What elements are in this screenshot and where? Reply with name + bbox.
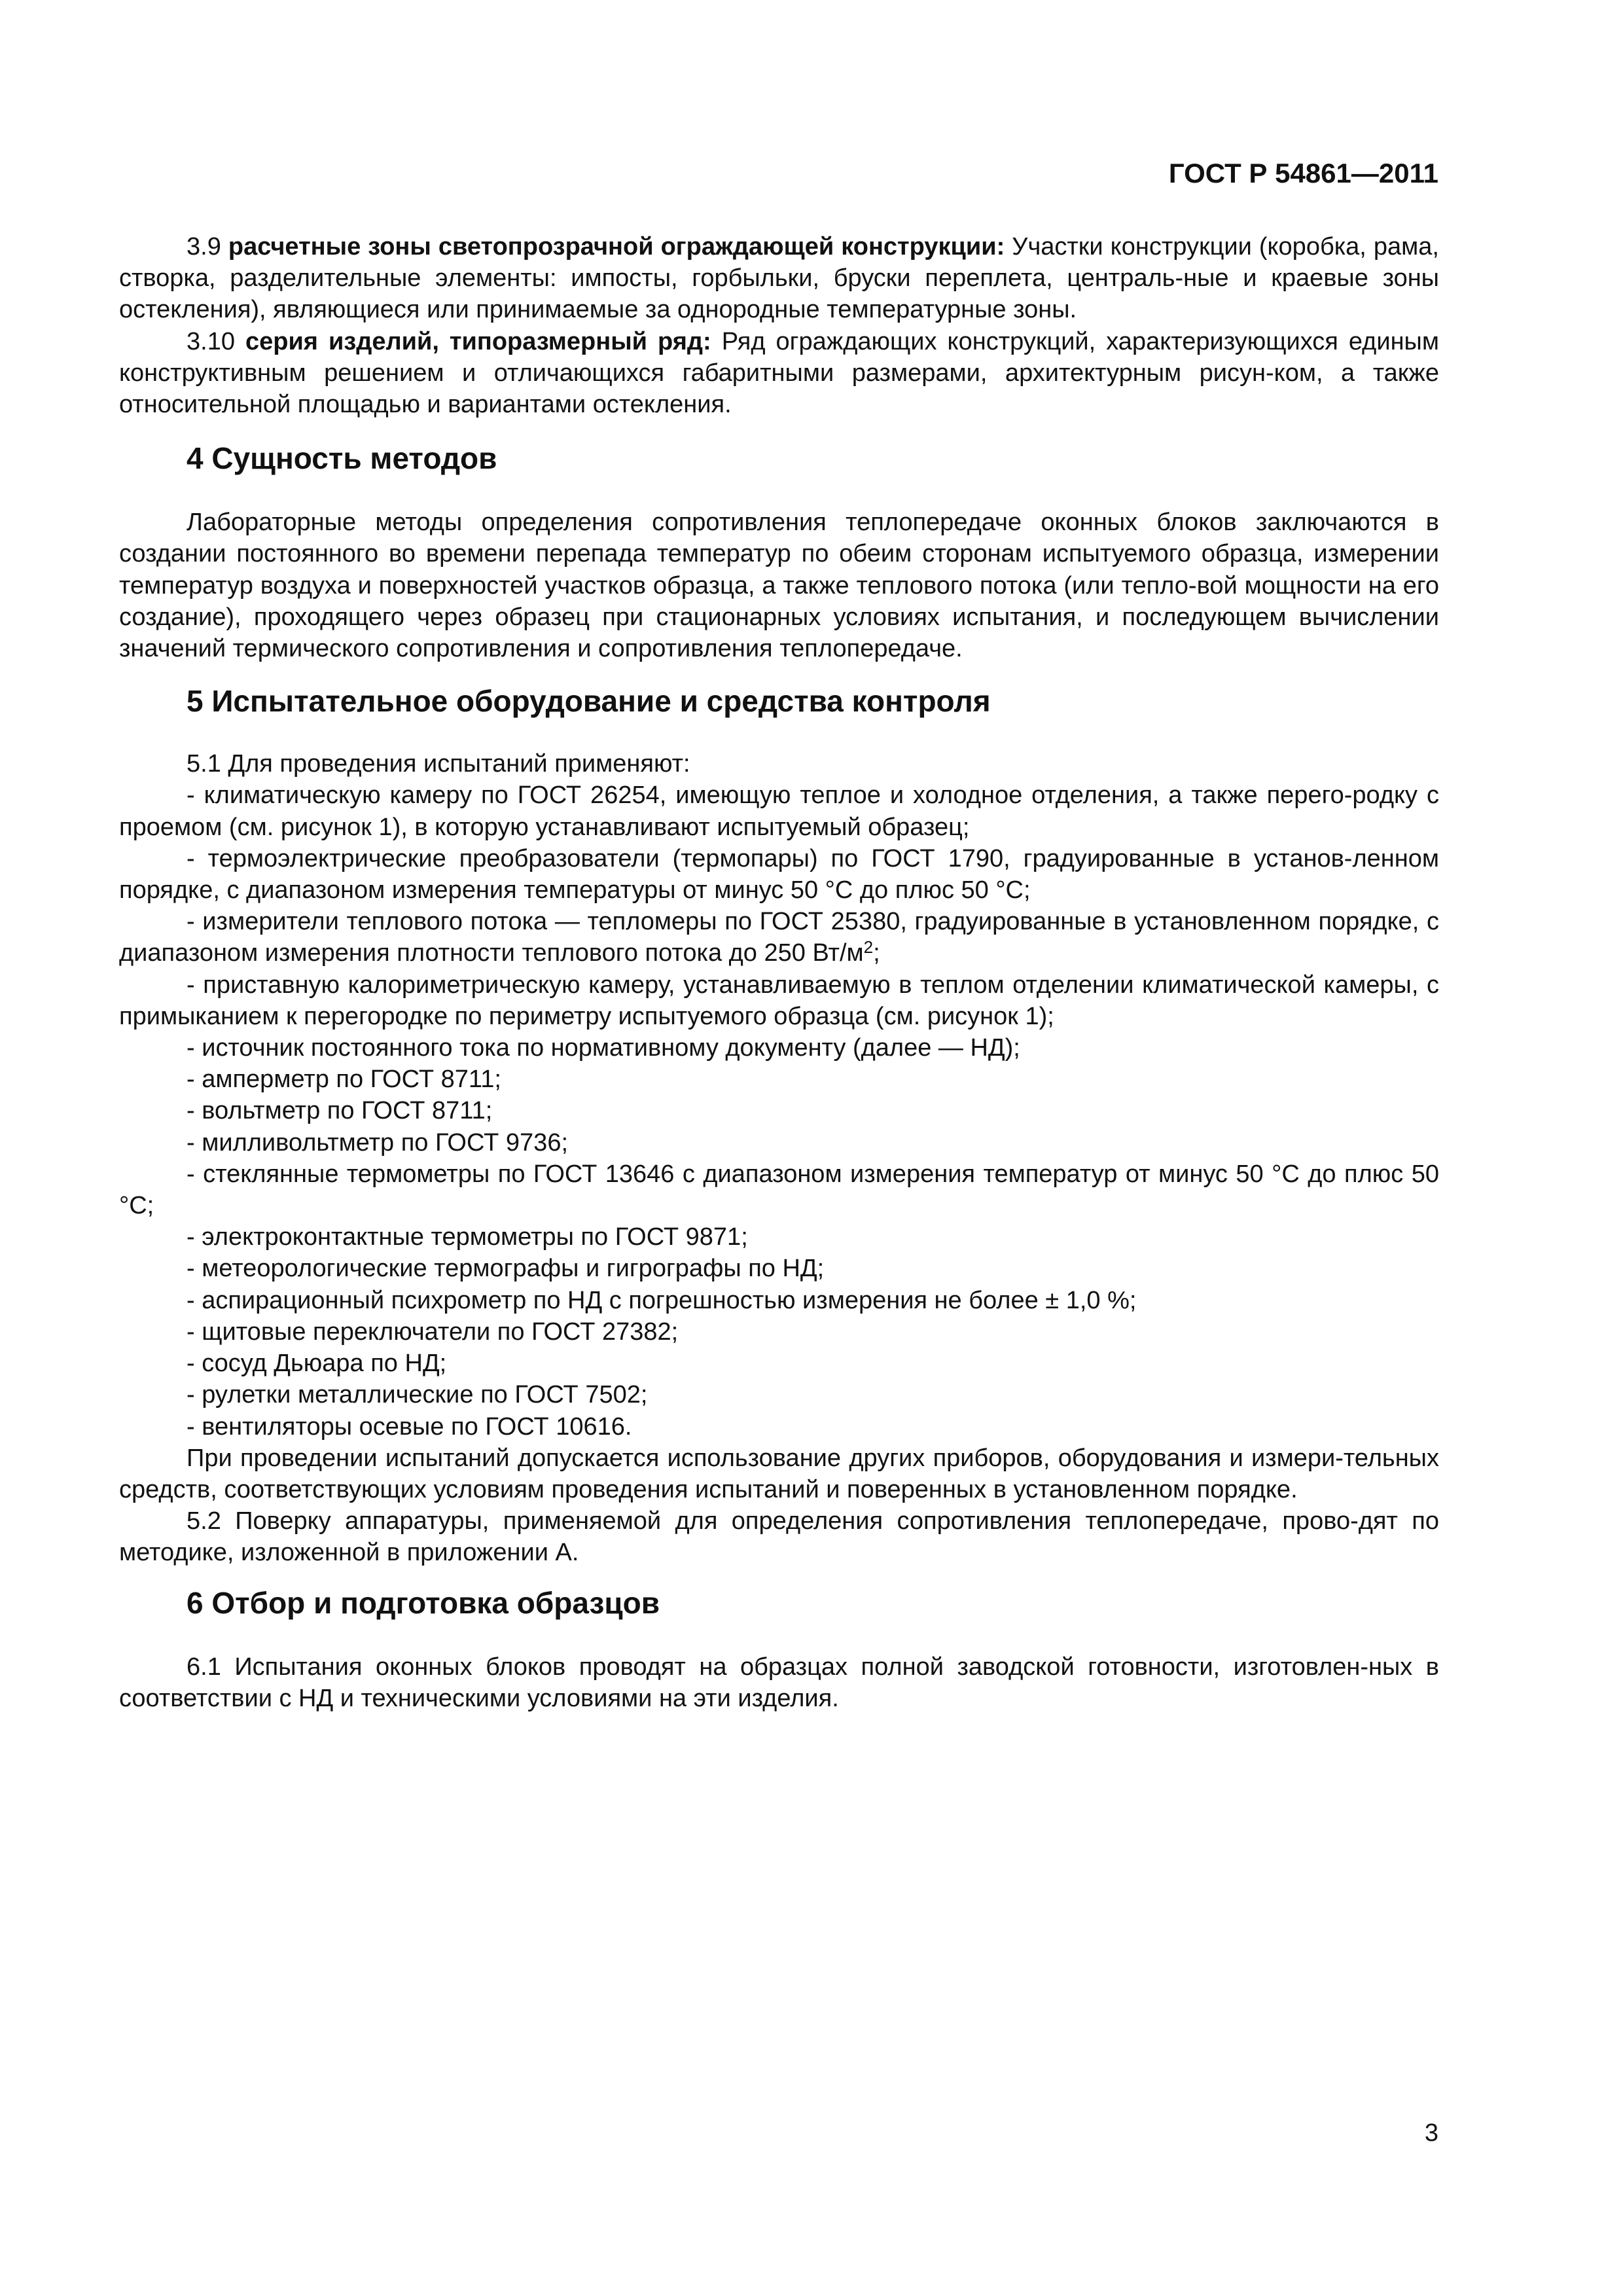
term-definition-text: Ряд ограждающих конструкций, характеризующихся единым конструктивным решением и отличающихся габаритными размерами, архитектурным рисун-ком, а также относительной площадью и вариантами остекления. xyxy=(119,327,1439,419)
equipment-list-item: - вольтметр по ГОСТ 8711; xyxy=(187,1097,493,1125)
equipment-list-item: - аспирационный психрометр по НД с погрешностью измерения не более ± 1,0 %; xyxy=(187,1286,1137,1314)
section-heading-5: 5 Испытательное оборудование и средства контроля xyxy=(187,684,991,719)
document-body xyxy=(119,231,1439,1714)
equipment-list-item: - стеклянные термометры по ГОСТ 13646 с диапазоном измерения температур от минус 50 °С до плюс 50 °С; xyxy=(119,1160,1439,1220)
clause-3-9 xyxy=(119,231,1439,326)
section-heading-4: 4 Сущность методов xyxy=(187,441,497,476)
section-4-paragraph: Лабораторные методы определения сопротивления теплопередаче оконных блоков заключаются в создании постоянного во времени перепада температур по обеим сторонам испытуемого образца, измерении температур воздуха и поверхностей участков образца, а также теплового потока (или тепло-вой мощности на его создание), проходящего через образец при стационарных условиях испытания, и последующем вычислении значений термического сопротивления и сопротивления теплопередаче. xyxy=(119,509,1439,663)
equipment-list-item: - метеорологические термографы и гигрографы по НД; xyxy=(187,1255,825,1283)
clause-number: 3.9 xyxy=(187,233,228,260)
equipment-list-item: - термоэлектрические преобразователи (термопары) по ГОСТ 1790, градуированные в установ-ленном порядке, с диапазоном измерения температуры от минус 50 °С до плюс 50 °С; xyxy=(119,844,1439,905)
equipment-list-item: - рулетки металлические по ГОСТ 7502; xyxy=(187,1381,648,1409)
other-instruments-paragraph: При проведении испытаний допускается использование других приборов, оборудования и измери-тельных средств, соответствующих условиям проведения испытаний и поверенных в установленном порядке. xyxy=(119,1444,1439,1503)
term-definition-title: серия изделий, типоразмерный ряд: xyxy=(245,327,711,355)
term-definition-title: расчетные зоны светопрозрачной ограждающей конструкции: xyxy=(228,233,1005,260)
clause-6-1: 6.1 Испытания оконных блоков проводят на образцах полной заводской готовности, изготовлен-ных в соответствии с НД и техническими условиями на эти изделия. xyxy=(119,1653,1439,1712)
equipment-list-item: - источник постоянного тока по нормативному документу (далее — НД); xyxy=(187,1034,1020,1062)
equipment-list-item: - милливольтметр по ГОСТ 9736; xyxy=(187,1128,569,1157)
term-definition-text: Участки конструкции (коробка, рама, створка, разделительные элементы: импосты, горбыльки, бруски переплета, централь-ные и краевые зоны остекления), являющиеся или принимаемые за однородные температурные зоны. xyxy=(119,233,1439,324)
clause-5-2: 5.2 Поверку аппаратуры, применяемой для определения сопротивления теплопередаче, прово-дят по методике, изложенной в приложении А. xyxy=(119,1507,1439,1567)
equipment-list-item-heat-flux: - измерители теплового потока — тепломеры по ГОСТ 25380, градуированные в установленном порядке, с диапазоном измерения плотности теплового потока до 250 $Вт/м^2$; xyxy=(119,908,1439,967)
equipment-list-item: - сосуд Дьюара по НД; xyxy=(187,1350,447,1378)
clause-5-1-intro: 5.1 Для проведения испытаний применяют: xyxy=(187,750,690,778)
equipment-list-item: - щитовые переключатели по ГОСТ 27382; xyxy=(187,1318,679,1346)
section-heading-6: 6 Отбор и подготовка образцов xyxy=(187,1585,660,1620)
page-number: 3 xyxy=(1424,2119,1438,2147)
clause-number: 3.10 xyxy=(187,327,245,355)
clause-3-10 xyxy=(119,326,1439,421)
equipment-list-item: - электроконтактные термометры по ГОСТ 9871; xyxy=(187,1223,748,1251)
document-code-header: ГОСТ Р 54861—2011 xyxy=(1168,158,1438,188)
equipment-list-item: - климатическую камеру по ГОСТ 26254, имеющую теплое и холодное отделения, а также перего-родку с проемом (см. рисунок 1), в которую устанавливают испытуемый образец; xyxy=(119,781,1439,841)
equipment-list-item: - амперметр по ГОСТ 8711; xyxy=(187,1066,501,1094)
equipment-list-item: - вентиляторы осевые по ГОСТ 10616. xyxy=(187,1412,632,1441)
equipment-list-item: - приставную калориметрическую камеру, устанавливаемую в теплом отделении климатической камеры, с примыканием к перегородке по периметру испытуемого образца (см. рисунок 1); xyxy=(119,971,1439,1030)
